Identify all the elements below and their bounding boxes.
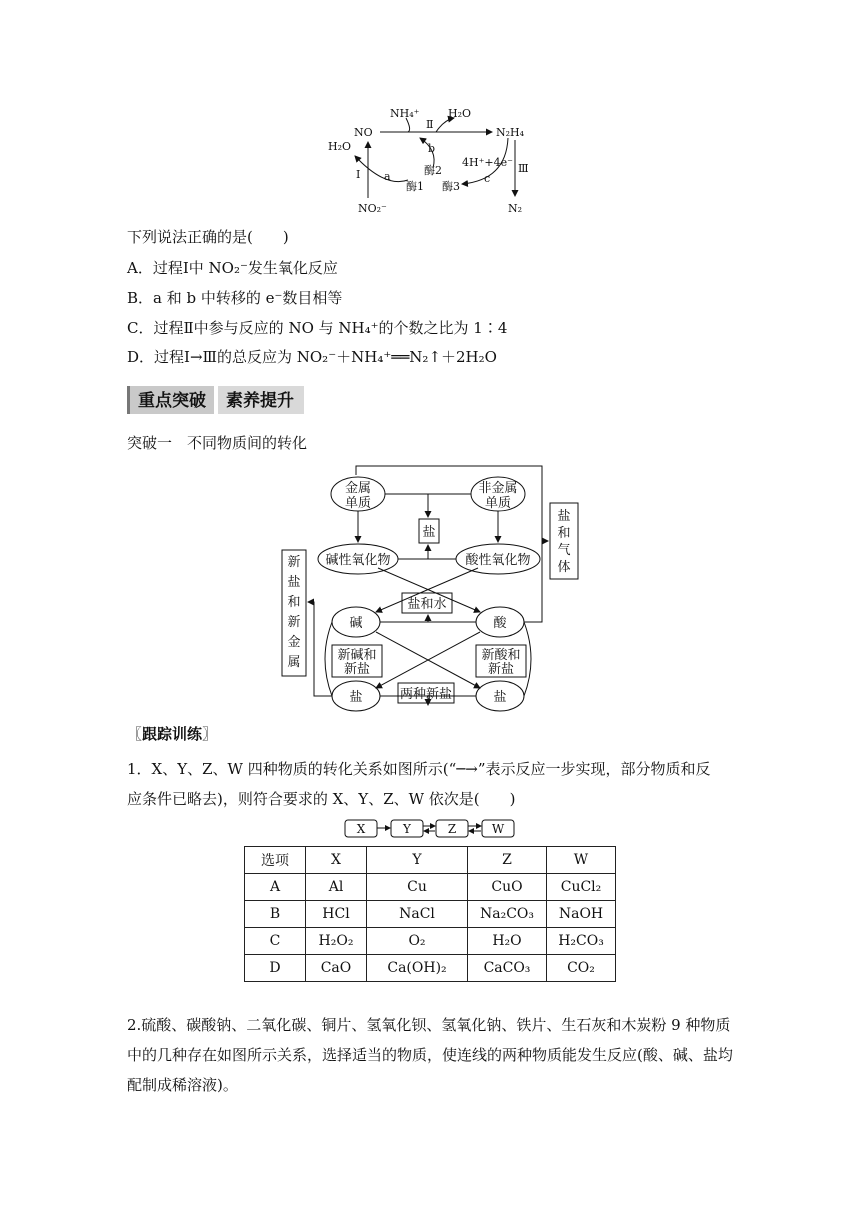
salt-left: 盐: [349, 690, 363, 705]
table-header-cell: 选项: [245, 847, 306, 874]
table-cell: CO₂: [547, 955, 616, 982]
chain-y: Y: [403, 822, 411, 836]
acid: 酸: [493, 616, 507, 631]
process-ii-label: Ⅱ: [426, 118, 434, 131]
process-i-label: Ⅰ: [356, 168, 361, 181]
new-base-salt-1: 新碱和: [337, 648, 377, 663]
nitrogen-cycle-diagram: [320, 100, 540, 218]
table-header-row: [245, 847, 616, 874]
new-salt-metal-6: 属: [287, 655, 301, 670]
q2-line1: 2.硫酸、碳酸钠、二氧化碳、铜片、氢氧化钡、氢氧化钠、铁片、生石灰和木炭粉 9 种物质: [127, 1016, 731, 1034]
process-iii-label: Ⅲ: [518, 162, 529, 175]
b-label: b: [428, 142, 436, 155]
substance-relation-diagram: [278, 462, 590, 714]
table-row: [245, 901, 616, 928]
salt-gas-1: 盐: [557, 509, 571, 524]
salt-water: 盐和水: [407, 597, 447, 612]
new-salt-metal-2: 盐: [287, 575, 301, 590]
training-title: 跟踪训练: [142, 725, 203, 743]
q1-line2: 应条件已略去)，则符合要求的 X、Y、Z、W 依次是( ): [127, 790, 516, 808]
table-cell: C: [245, 928, 306, 955]
training-heading: [127, 724, 217, 744]
four-h-label: 4H⁺+4e⁻: [462, 156, 513, 169]
option-b: B．a 和 b 中转移的 e⁻数目相等: [127, 289, 343, 307]
new-salt-metal-4: 新: [287, 615, 301, 630]
table-cell: CuCl₂: [547, 874, 616, 901]
options-table: [244, 846, 616, 982]
no2-label: NO₂⁻: [358, 202, 387, 215]
breakthrough-title: 突破一 不同物质间的转化: [127, 434, 308, 452]
enzyme2-label: 酶2: [424, 164, 442, 177]
table-cell: H₂O₂: [306, 928, 367, 955]
basic-oxide: 碱性氧化物: [325, 553, 391, 568]
salt-center: 盐: [422, 525, 436, 540]
table-header-cell: Z: [468, 847, 547, 874]
new-salt-metal-5: 金: [287, 635, 301, 650]
table-cell: CuO: [468, 874, 547, 901]
h2o-top-label: H₂O: [448, 107, 472, 120]
banner-part1: 重点突破: [127, 386, 214, 414]
base: 碱: [349, 616, 363, 631]
chain-x: X: [356, 822, 366, 836]
a-label: a: [384, 170, 391, 183]
enzyme1-label: 酶1: [406, 180, 424, 193]
two-new-salts: 两种新盐: [399, 687, 453, 702]
chain-z: Z: [447, 822, 457, 836]
salt-gas-2: 和: [557, 526, 571, 541]
table-cell: NaOH: [547, 901, 616, 928]
new-acid-salt-1: 新酸和: [481, 648, 521, 663]
table-cell: NaCl: [367, 901, 468, 928]
new-base-salt-2: 新盐: [343, 662, 371, 677]
table-cell: D: [245, 955, 306, 982]
salt-right: 盐: [493, 690, 507, 705]
table-cell: Cu: [367, 874, 468, 901]
table-cell: CaCO₃: [468, 955, 547, 982]
option-c: C．过程Ⅱ中参与反应的 NO 与 NH₄⁺的个数之比为 1∶4: [127, 319, 508, 337]
section-banner: [127, 386, 304, 414]
salt-gas-4: 体: [557, 560, 571, 575]
table-header-cell: W: [547, 847, 616, 874]
table-cell: H₂O: [468, 928, 547, 955]
table-header-cell: Y: [367, 847, 468, 874]
salt-gas-3: 气: [557, 543, 571, 558]
n2h4-label: N₂H₄: [496, 126, 525, 139]
table-cell: Al: [306, 874, 367, 901]
table-cell: Ca(OH)₂: [367, 955, 468, 982]
table-cell: A: [245, 874, 306, 901]
table-header-cell: X: [306, 847, 367, 874]
q2-line2: 中的几种存在如图所示关系，选择适当的物质，使连线的两种物质能发生反应(酸、碱、盐均: [127, 1046, 733, 1064]
q2-line3: 配制成稀溶液)。: [127, 1076, 238, 1094]
xyzw-chain-diagram: [344, 818, 516, 840]
metal-l2: 单质: [344, 496, 372, 511]
option-a: A．过程Ⅰ中 NO₂⁻发生氧化反应: [127, 259, 338, 277]
option-d: D．过程Ⅰ→Ⅲ的总反应为 NO₂⁻＋NH₄⁺══N₂↑＋2H₂O: [127, 348, 497, 366]
q1-line1: 1．X、Y、Z、W 四种物质的转化关系如图所示(“─→”表示反应一步实现，部分物质和反: [127, 760, 711, 778]
new-acid-salt-2: 新盐: [487, 662, 515, 677]
new-salt-metal-3: 和: [287, 595, 301, 610]
nh4-label: NH₄⁺: [390, 107, 420, 120]
no-label: NO: [354, 126, 373, 139]
table-cell: B: [245, 901, 306, 928]
bracket-right: 〗: [202, 725, 218, 743]
metal-l1: 金属: [344, 481, 372, 496]
table-row: [245, 874, 616, 901]
nonmetal-l1: 非金属: [478, 481, 518, 496]
question-stem: 下列说法正确的是( ): [127, 228, 289, 246]
banner-part2: 素养提升: [218, 386, 304, 414]
nonmetal-l2: 单质: [484, 496, 512, 511]
table-row: [245, 928, 616, 955]
table-cell: CaO: [306, 955, 367, 982]
enzyme3-label: 酶3: [442, 180, 460, 193]
new-salt-metal-1: 新: [287, 555, 301, 570]
n2-label: N₂: [508, 202, 523, 215]
table-row: [245, 955, 616, 982]
bracket-left: 〖: [127, 725, 143, 743]
acidic-oxide: 酸性氧化物: [465, 553, 531, 568]
chain-w: W: [491, 822, 505, 836]
h2o-left-label: H₂O: [328, 140, 352, 153]
table-cell: H₂CO₃: [547, 928, 616, 955]
table-cell: Na₂CO₃: [468, 901, 547, 928]
table-cell: O₂: [367, 928, 468, 955]
table-cell: HCl: [306, 901, 367, 928]
c-label: c: [484, 172, 491, 185]
